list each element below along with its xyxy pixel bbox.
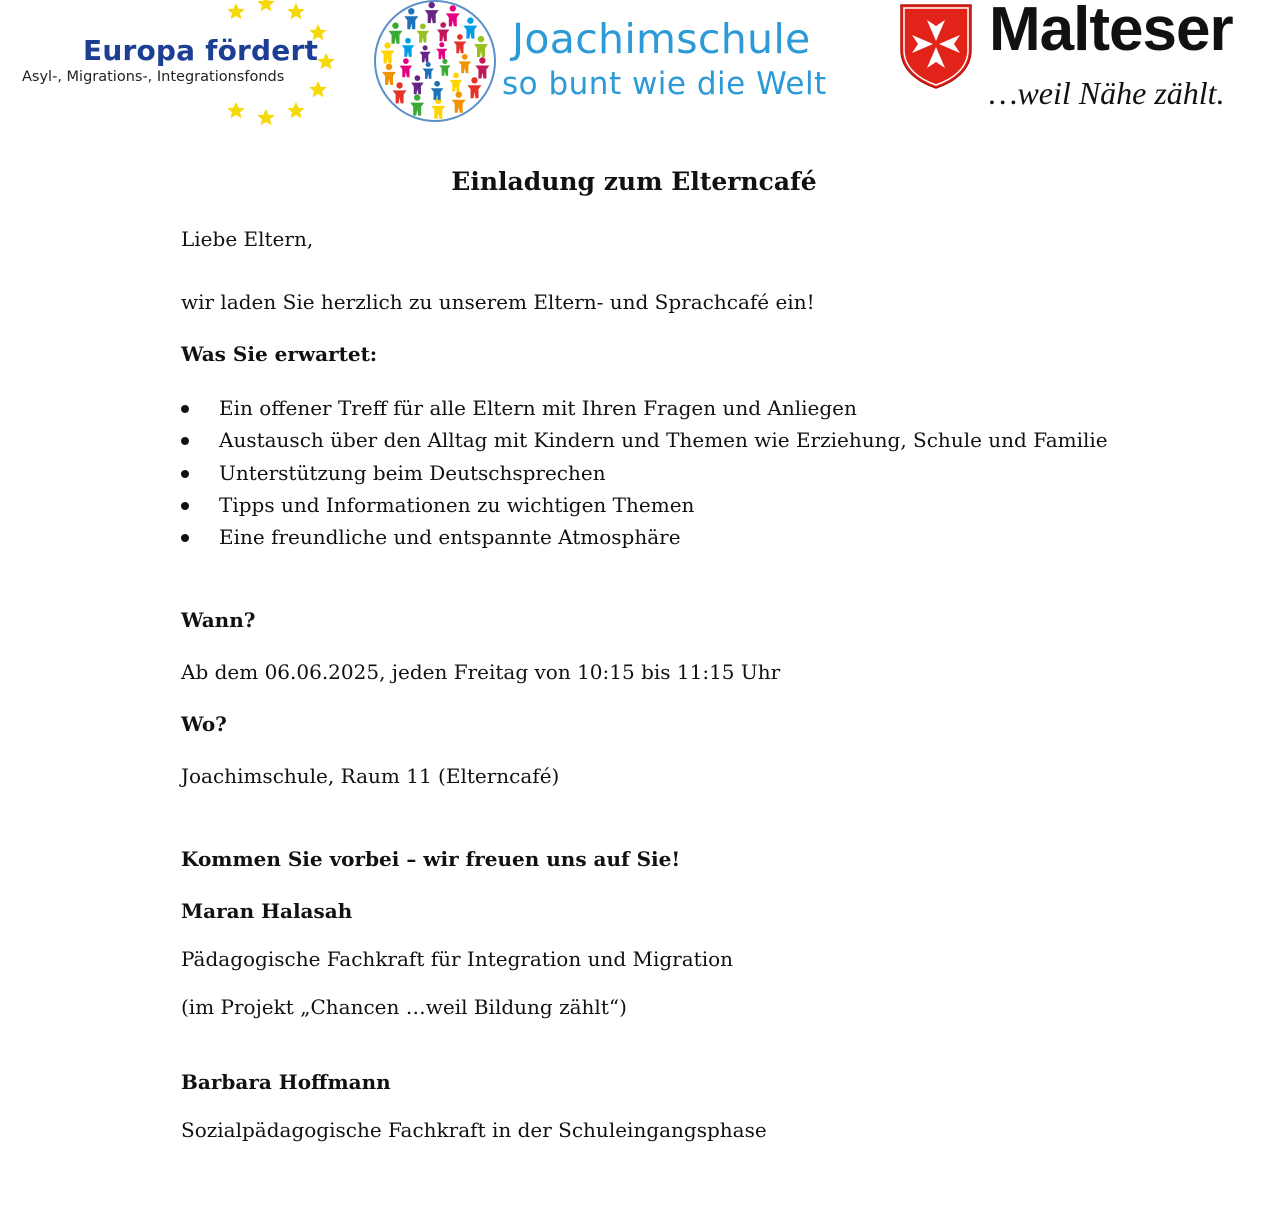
- when-heading: Wann?: [181, 608, 256, 632]
- contact1-role: Pädagogische Fachkraft für Integration und Migration: [181, 947, 734, 971]
- school-logo-subtitle: so bunt wie die Welt: [502, 66, 827, 102]
- bullet-icon: [181, 437, 189, 445]
- joachimschule-logo: [370, 0, 827, 125]
- bullet-icon: [181, 502, 189, 510]
- bullet-icon: [181, 405, 189, 413]
- closing-text: Kommen Sie vorbei – wir freuen uns auf Sie!: [181, 847, 681, 871]
- greeting: Liebe Eltern,: [181, 227, 314, 251]
- contact2-name: Barbara Hoffmann: [181, 1070, 391, 1094]
- globe-people-icon: [370, 0, 500, 122]
- maltese-cross-shield-icon: [898, 2, 974, 90]
- malteser-logo-tagline: …weil Nähe zählt.: [989, 75, 1225, 111]
- bullet-icon: [181, 534, 189, 542]
- eu-funding-logo: [0, 0, 345, 130]
- document-title: Einladung zum Elterncafé: [451, 167, 817, 196]
- school-logo-title: Joachimschule: [512, 15, 811, 63]
- where-text: Joachimschule, Raum 11 (Elterncafé): [181, 764, 560, 788]
- malteser-logo-title: Malteser: [989, 0, 1233, 64]
- when-text: Ab dem 06.06.2025, jeden Freitag von 10:15 bis 11:15 Uhr: [181, 660, 781, 684]
- contact1-project: (im Projekt „Chancen …weil Bildung zählt“): [181, 995, 627, 1019]
- eu-logo-subtitle: Asyl-, Migrations-, Integrationsfonds: [22, 69, 285, 85]
- malteser-logo: [895, 0, 1245, 125]
- intro-text: wir laden Sie herzlich zu unserem Eltern- und Sprachcafé ein!: [181, 290, 815, 314]
- where-heading: Wo?: [181, 712, 227, 736]
- contact1-name: Maran Halasah: [181, 899, 353, 923]
- contact2-role: Sozialpädagogische Fachkraft in der Schuleingangsphase: [181, 1118, 767, 1142]
- eu-logo-title: Europa fördert: [83, 34, 319, 67]
- expect-heading: Was Sie erwartet:: [181, 342, 378, 366]
- bullet-icon: [181, 470, 189, 478]
